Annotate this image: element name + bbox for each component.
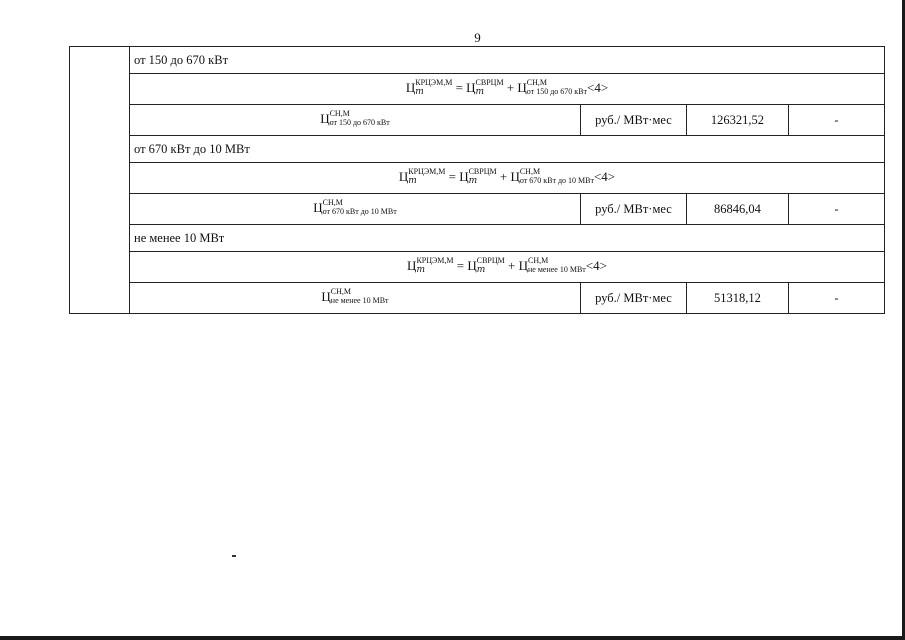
value-row <box>70 283 885 314</box>
value-row <box>70 194 885 225</box>
page-number: 9 <box>474 30 481 45</box>
tariff-table <box>69 46 885 314</box>
value-cell: 126321,52 <box>686 105 788 136</box>
scan-speck <box>232 555 236 557</box>
formula-cell <box>130 74 885 105</box>
unit-cell: руб./ МВт·мес <box>580 105 686 136</box>
dash-cell: - <box>788 194 884 225</box>
unit-cell: руб./ МВт·мес <box>580 283 686 314</box>
formula-cell <box>130 252 885 283</box>
formula-row <box>70 252 885 283</box>
scan-edge-bottom <box>0 636 905 640</box>
dash-cell: - <box>788 283 884 314</box>
formula: Ц КРЦЭМ,М m = Ц СВРЦМ m + Ц СН,М от 150 до 670 кВт <4> <box>405 77 609 97</box>
section-label: от 670 кВт до 10 МВт <box>130 136 885 163</box>
value-cell: 51318,12 <box>686 283 788 314</box>
variable-cell: Ц СН,М не менее 10 МВт <box>130 283 581 314</box>
section-header-row <box>70 47 885 74</box>
dash-cell: - <box>788 105 884 136</box>
section-label: не менее 10 МВт <box>130 225 885 252</box>
unit-cell: руб./ МВт·мес <box>580 194 686 225</box>
value-row <box>70 105 885 136</box>
variable-cell: Ц СН,М от 670 кВт до 10 МВт <box>130 194 581 225</box>
formula-cell <box>130 163 885 194</box>
formula-row <box>70 74 885 105</box>
section-label: от 150 до 670 кВт <box>130 47 885 74</box>
left-blank-column <box>70 47 130 314</box>
formula-row <box>70 163 885 194</box>
formula: Ц КРЦЭМ,М m = Ц СВРЦМ m + Ц СН,М от 670 кВт до 10 МВт <4> <box>398 166 616 186</box>
value-cell: 86846,04 <box>686 194 788 225</box>
formula: Ц КРЦЭМ,М m = Ц СВРЦМ m + Ц СН,М не менее 10 МВт <4> <box>407 255 607 275</box>
section-header-row <box>70 225 885 252</box>
variable-cell: Ц СН,М от 150 до 670 кВт <box>130 105 581 136</box>
section-header-row <box>70 136 885 163</box>
